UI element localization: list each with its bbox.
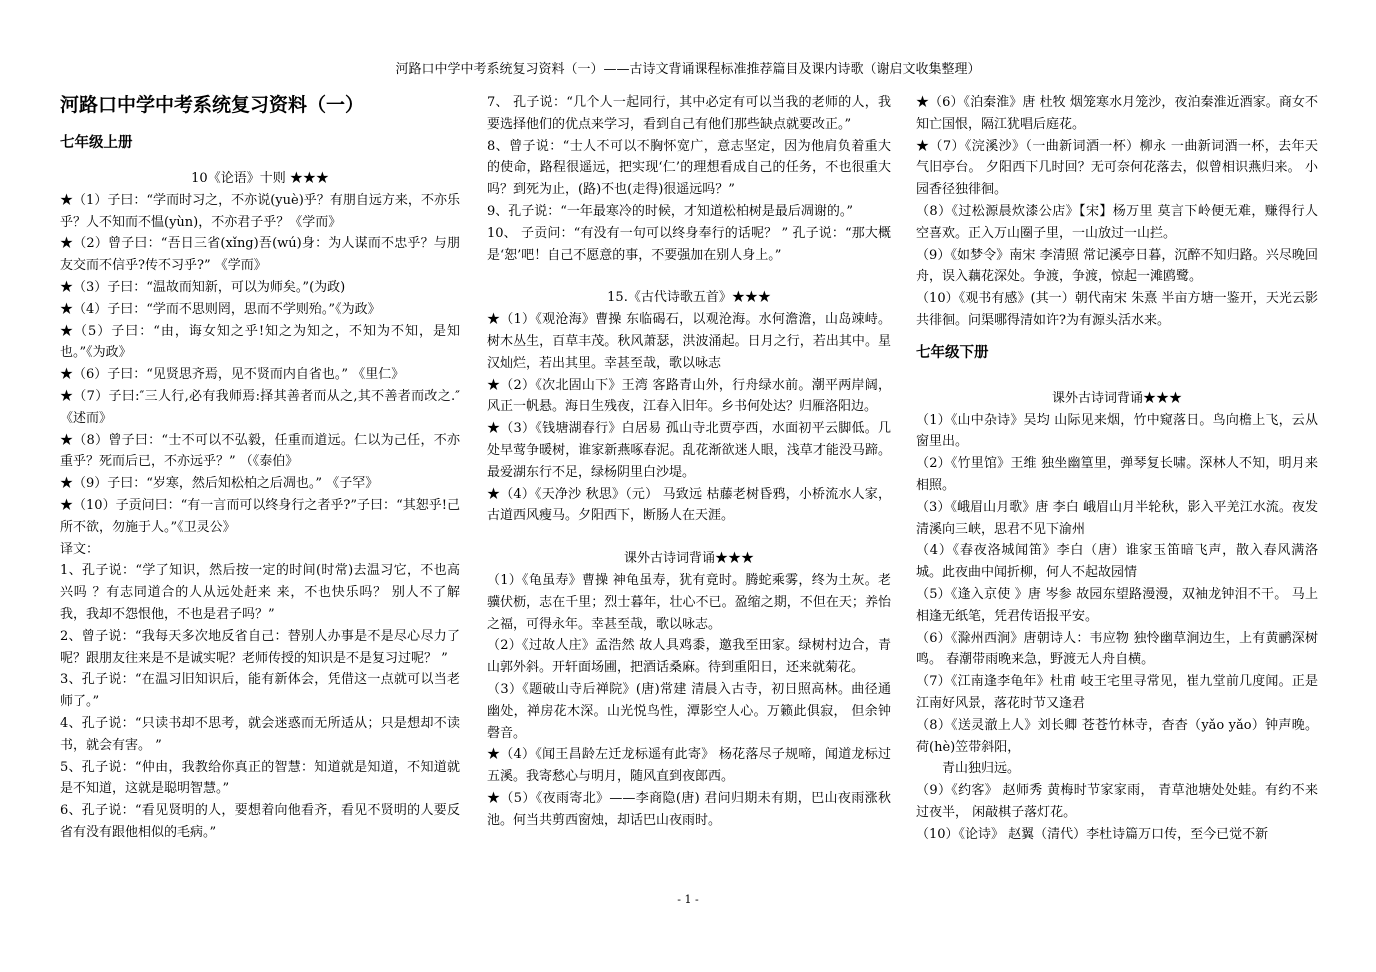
- translation-item: 10、 子贡问：“有没有一句可以终身奉行的话呢？ ” 孔子说：“那大概是‘恕’吧！自己不愿意的事，不要强加在别人身上。”: [487, 225, 891, 263]
- poem-item: ★（4）《天净沙 秋思》（元） 马致远 枯藤老树昏鸦，小桥流水人家，古道西风瘦马。夕阳西下，断肠人在天涯。: [487, 486, 891, 524]
- translation-item: 2、曾子说：“我每天多次地反省自己：替别人办事是不是尽心尽力了呢？跟朋友往来是不是诚实呢？老师传授的知识是不是复习过呢？ ”: [60, 628, 460, 666]
- poem-item: （3）《题破山寺后禅院》(唐)常建 清晨入古寺，初日照高林。曲径通幽处，禅房花木深。山光悦鸟性，潭影空人心。万籁此俱寂， 但余钟磬音。: [487, 681, 891, 741]
- poem-item-continued: 青山独归远。: [942, 761, 1021, 777]
- translation-item: 8、曾子说：“士人不可以不胸怀宽广，意志坚定，因为他肩负着重大的使命，路程很遥远，把实现‘仁’的理想看成自己的任务，不也很重大吗？到死为止，(路)不也(走得)很遥远吗？”: [487, 138, 891, 198]
- poem-item: （9）《约客》 赵师秀 黄梅时节家家雨， 青草池塘处处蛙。有约不来过夜半， 闲敲棋子落灯花。: [916, 783, 1318, 820]
- running-header: 河路口中学中考系统复习资料（一）——古诗文背诵课程标准推荐篇目及课内诗歌（谢启文收集整理）: [395, 62, 981, 77]
- lunyu-item: ★（1）子曰：“学而时习之，不亦说(yuè)乎？有朋自远方来，不亦乐乎？人不知而不愠(yùn)，不亦君子乎？《学而》: [60, 192, 460, 230]
- poem-item: （4）《春夜洛城闻笛》李白（唐）谁家玉笛暗飞声，散入春风满洛城。此夜曲中闻折柳，何人不起故园情: [916, 543, 1318, 581]
- poem-item: （2）《竹里馆》王维 独坐幽篁里，弹琴复长啸。深林人不知，明月来相照。: [916, 456, 1318, 493]
- lunyu-item: ★（3）子曰：“温故而知新，可以为师矣。”(为政): [60, 279, 346, 295]
- lunyu-section-heading: 10《论语》十则 ★★★: [191, 171, 329, 186]
- poem-item: ★（1）《观沧海》曹操 东临碣石，以观沧海。水何澹澹，山岛竦峙。树木丛生，百草丰茂。秋风萧瑟，洪波涌起。日月之行，若出其中。星汉灿烂，若出其里。幸甚至哉，歌以咏志: [487, 312, 891, 371]
- lunyu-item: ★（10）子贡问曰：“有一言而可以终身行之者乎?”子曰：“其恕乎!己所不欲，勿施于人。”《卫灵公》: [60, 497, 460, 535]
- poem-item: ★（5）《夜雨寄北》——李商隐(唐) 君问归期未有期，巴山夜雨涨秋池。何当共剪西窗烛，却话巴山夜雨时。: [487, 790, 891, 828]
- grade-upper-heading: 七年级上册: [60, 135, 133, 151]
- poem-item: （6）《滁州西涧》唐朝诗人：韦应物 独怜幽草涧边生，上有黄鹂深树鸣。 春潮带雨晚来急，野渡无人舟自横。: [916, 630, 1318, 668]
- poem-item: （8）《过松源晨炊漆公店》【宋】杨万里 莫言下岭便无难，赚得行人空喜欢。正入万山圈子里，一山放过一山拦。: [916, 203, 1318, 241]
- poem-item: （5）《逢入京使 》唐 岑参 故园东望路漫漫，双袖龙钟泪不干。 马上相逢无纸笔，凭君传语报平安。: [916, 586, 1318, 624]
- poems5-section-heading: 15.《古代诗歌五首》★★★: [607, 290, 771, 306]
- extra-lower-section-heading: 课外古诗词背诵★★★: [1051, 390, 1182, 406]
- lunyu-item: ★（8）曾子曰：“士不可以不弘毅，任重而道远。仁以为己任，不亦重乎？死而后已，不亦远乎？” （《泰伯》: [60, 432, 460, 470]
- translation-item: 6、孔子说：“看见贤明的人，要想着向他看齐，看见不贤明的人要反省有没有跟他相似的毛病。”: [60, 803, 460, 840]
- poem-item: ★（6）《泊秦淮》唐 杜牧 烟笼寒水月笼沙，夜泊秦淮近酒家。商女不知亡国恨，隔江犹唱后庭花。: [916, 95, 1318, 132]
- poem-item: （1）《山中杂诗》吴均 山际见来烟，竹中窥落日。鸟向檐上飞，云从窗里出。: [916, 412, 1318, 450]
- document-title: 河路口中学中考系统复习资料（一）: [60, 94, 365, 116]
- column-3: [916, 92, 1318, 846]
- column-1: [60, 92, 460, 844]
- translation-item: 5、孔子说：“仲由，我教给你真正的智慧：知道就是知道，不知道就是不知道，这就是聪明智慧。”: [60, 759, 460, 797]
- poem-item: （10）《论诗》 赵翼（清代）李杜诗篇万口传，至今已觉不新: [916, 826, 1269, 842]
- translation-item: 3、孔子说：“在温习旧知识后，能有新体会，凭借这一点就可以当老师了。”: [60, 672, 460, 710]
- poem-item: （1）《龟虽寿》曹操 神龟虽寿，犹有竟时。腾蛇乘雾，终为土灰。老骥伏枥，志在千里；烈士暮年，壮心不已。盈缩之期，不但在天；养怡之福，可得永年。幸甚至哉，歌以咏志。: [487, 572, 891, 632]
- poem-item: （8）《送灵澈上人》刘长卿 苍苍竹林寺，杳杳（yǎo yǎo）钟声晚。 荷(hè)笠带斜阳，: [916, 717, 1318, 755]
- lunyu-item: ★（4）子曰：“学而不思则罔，思而不学则殆。”《为政》: [60, 301, 381, 317]
- lunyu-item: ★（7）子曰:″三人行,必有我师焉:择其善者而从之,其不善者而改之.″《述而》: [60, 388, 460, 426]
- translation-item: 4、孔子说：“只读书却不思考，就会迷惑而无所适从；只是想却不读书，就会有害。 ”: [60, 715, 460, 753]
- translation-item: 1、孔子说：“学了知识，然后按一定的时间(时常)去温习它，不也高兴吗 ？有志同道合的人从远处赶来 来，不也快乐吗？ 别人不了解我，我却不怨恨他，不也是君子吗？”: [60, 563, 460, 622]
- translation-item: 9、孔子说：“一年最寒冷的时候，才知道松柏树是最后凋谢的。”: [487, 203, 854, 219]
- translation-label: 译文：: [60, 541, 100, 557]
- poem-item: ★（4）《闻王昌龄左迁龙标遥有此寄》 杨花落尽子规啼，闻道龙标过五溪。我寄愁心与明月，随风直到夜郎西。: [487, 747, 891, 785]
- grade-lower-heading: 七年级下册: [916, 344, 989, 361]
- page-number: - 1 -: [677, 893, 699, 906]
- poem-item: ★（7）《浣溪沙》（一曲新词酒一杯）柳永 一曲新词酒一杯，去年天气旧亭台。 夕阳西下几时回？无可奈何花落去，似曾相识燕归来。 小园香径独徘徊。: [916, 138, 1318, 198]
- lunyu-item: ★（5）子曰：“由，诲女知之乎!知之为知之，不知为不知，是知也。”《为政》: [60, 323, 460, 361]
- poem-item: （3）《峨眉山月歌》唐 李白 峨眉山月半轮秋，影入平羌江水流。夜发清溪向三峡，思君不见下渝州: [916, 499, 1318, 537]
- poem-item: （10）《观书有感》(其一）朝代南宋 朱熹 半亩方塘一鉴开，天光云影共徘徊。问渠哪得清如许?为有源头活水来。: [916, 291, 1318, 328]
- poem-item: （2）《过故人庄》孟浩然 故人具鸡黍，邀我至田家。绿树村边合，青山郭外斜。开轩面场圃，把酒话桑麻。待到重阳日，还来就菊花。: [487, 638, 891, 676]
- lunyu-item: ★（9）子曰：“岁寒，然后知松柏之后凋也。” 《子罕》: [60, 476, 379, 492]
- poem-item: （9）《如梦令》南宋 李清照 常记溪亭日暮，沉醉不知归路。兴尽晚回舟，误入藕花深处。争渡，争渡，惊起一滩鸥鹭。: [916, 247, 1318, 285]
- column-2: [487, 92, 891, 832]
- poem-item: （7）《江南逢李龟年》杜甫 岐王宅里寻常见，崔九堂前几度闻。正是江南好风景，落花时节又逢君: [916, 674, 1318, 711]
- extra-upper-section-heading: 课外古诗词背诵★★★: [623, 551, 754, 567]
- lunyu-item: ★（2）曾子曰：“吾日三省(xǐng)吾(wú)身：为人谋而不忠乎？与朋友交而不信乎?传不习乎?” 《学而》: [60, 236, 460, 274]
- lunyu-item: ★（6）子曰：“见贤思齐焉，见不贤而内自省也。” 《里仁》: [60, 367, 405, 383]
- poem-item: ★（3）《钱塘湖春行》白居易 孤山寺北贾亭西，水面初平云脚低。几处早莺争暖树，谁家新燕啄春泥。乱花渐欲迷人眼，浅草才能没马蹄。最爱湖东行不足，绿杨阴里白沙堤。: [487, 421, 891, 480]
- translation-item: 7、 孔子说：“几个人一起同行，其中必定有可以当我的老师的人，我要选择他们的优点来学习，看到自己有他们那些缺点就要改正。”: [487, 95, 891, 132]
- poem-item: ★（2）《次北固山下》王湾 客路青山外，行舟绿水前。潮平两岸阔，风正一帆悬。海日生残夜，江春入旧年。乡书何处达？归雁洛阳边。: [487, 377, 891, 415]
